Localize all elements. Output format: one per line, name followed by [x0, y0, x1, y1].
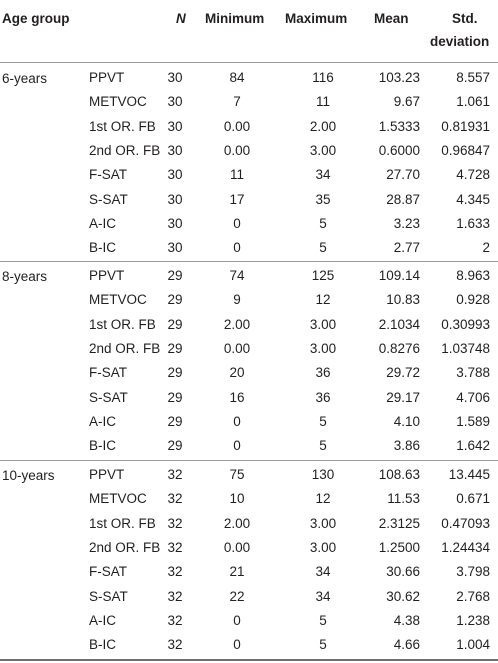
- sd-cell: 1.642: [456, 438, 490, 454]
- n-cell: 29: [167, 438, 183, 454]
- header-minimum: Minimum: [205, 11, 265, 26]
- sd-cell: 2: [482, 240, 490, 256]
- variable-cell: A-IC: [89, 215, 116, 231]
- minimum-cell: 0.00: [223, 142, 251, 158]
- variable-cell: 2nd OR. FB: [89, 340, 161, 356]
- maximum-cell: 5: [319, 637, 327, 653]
- n-cell: 30: [167, 142, 183, 158]
- maximum-cell: 5: [319, 612, 327, 628]
- sd-cell: 1.061: [456, 94, 490, 110]
- maximum-cell: 34: [315, 564, 331, 580]
- mean-cell: 3.86: [393, 438, 420, 454]
- mean-cell: 4.38: [393, 612, 420, 628]
- sd-cell: 4.728: [456, 167, 490, 183]
- mean-cell: 109.14: [378, 268, 420, 283]
- table-row: [0, 90, 498, 114]
- variable-cell: S-SAT: [89, 389, 128, 405]
- n-cell: 29: [167, 340, 183, 356]
- table-header: [0, 0, 498, 62]
- maximum-cell: 3.00: [309, 515, 337, 531]
- mean-cell: 0.8276: [378, 340, 420, 356]
- sd-cell: 1.589: [456, 413, 490, 429]
- minimum-cell: 0: [233, 438, 241, 454]
- n-cell: 32: [167, 491, 183, 507]
- minimum-cell: 0: [233, 413, 241, 429]
- n-cell: 30: [167, 70, 183, 85]
- minimum-cell: 75: [229, 467, 245, 482]
- age-group-label: 10-years: [2, 468, 55, 483]
- maximum-cell: 12: [315, 491, 331, 507]
- minimum-cell: 74: [229, 268, 245, 283]
- minimum-cell: 17: [229, 191, 245, 207]
- variable-cell: PPVT: [89, 70, 125, 85]
- mean-cell: 1.2500: [378, 539, 420, 555]
- sd-cell: 13.445: [448, 467, 490, 482]
- mean-cell: 11.53: [387, 491, 420, 507]
- table-row: [0, 236, 498, 260]
- table-row: [0, 410, 498, 434]
- minimum-cell: 0: [233, 637, 241, 653]
- mean-cell: 30.66: [386, 564, 420, 580]
- table-row: [0, 163, 498, 187]
- variable-cell: B-IC: [89, 637, 116, 653]
- n-cell: 32: [167, 564, 183, 580]
- variable-cell: METVOC: [89, 292, 147, 308]
- variable-cell: F-SAT: [89, 365, 127, 381]
- n-cell: 32: [167, 467, 183, 482]
- sd-cell: 2.768: [456, 588, 490, 604]
- n-cell: 32: [167, 588, 183, 604]
- variable-cell: 2nd OR. FB: [89, 142, 161, 158]
- sd-cell: 0.928: [456, 292, 490, 308]
- mean-cell: 4.10: [393, 413, 420, 429]
- n-cell: 30: [167, 191, 183, 207]
- variable-cell: PPVT: [89, 268, 125, 283]
- variable-cell: S-SAT: [89, 588, 128, 604]
- mean-cell: 4.66: [393, 637, 420, 653]
- mean-cell: 103.23: [378, 70, 420, 85]
- maximum-cell: 130: [311, 467, 335, 482]
- maximum-cell: 125: [311, 268, 335, 283]
- table-row: [0, 313, 498, 337]
- maximum-cell: 35: [315, 191, 331, 207]
- variable-cell: B-IC: [89, 438, 116, 454]
- header-sd-line2: deviation: [430, 34, 490, 49]
- sd-cell: 3.788: [456, 365, 490, 381]
- maximum-cell: 3.00: [309, 539, 337, 555]
- n-cell: 29: [167, 365, 183, 381]
- age-group-label: 8-years: [2, 269, 48, 284]
- sd-cell: 0.30993: [441, 316, 490, 332]
- n-cell: 29: [167, 316, 183, 332]
- sd-cell: 1.03748: [441, 340, 490, 356]
- n-cell: 30: [167, 94, 183, 110]
- table-bottom-rule: [0, 659, 498, 661]
- minimum-cell: 2.00: [223, 316, 251, 332]
- table-row: [0, 633, 498, 657]
- minimum-cell: 0: [233, 240, 241, 256]
- maximum-cell: 5: [319, 438, 327, 454]
- n-cell: 32: [167, 539, 183, 555]
- table-row: [0, 487, 498, 511]
- n-cell: 30: [167, 240, 183, 256]
- sd-cell: 4.345: [456, 191, 490, 207]
- minimum-cell: 20: [229, 365, 245, 381]
- minimum-cell: 21: [229, 564, 245, 580]
- variable-cell: METVOC: [89, 491, 147, 507]
- table-row: [0, 212, 498, 236]
- mean-cell: 0.6000: [378, 142, 420, 158]
- sd-cell: 3.798: [456, 564, 490, 580]
- header-sd-line1: Std.: [452, 11, 478, 26]
- variable-cell: F-SAT: [89, 167, 127, 183]
- table-row: [0, 264, 498, 288]
- minimum-cell: 11: [229, 167, 244, 183]
- sd-cell: 0.47093: [441, 515, 490, 531]
- n-cell: 29: [167, 389, 183, 405]
- header-age-group: Age group: [2, 11, 70, 26]
- age-group-label: 6-years: [2, 71, 48, 86]
- minimum-cell: 2.00: [223, 515, 251, 531]
- group-separator-rule: [0, 460, 498, 461]
- sd-cell: 8.557: [456, 70, 490, 85]
- variable-cell: 1st OR. FB: [89, 515, 156, 531]
- table-row: [0, 66, 498, 90]
- sd-cell: 0.96847: [441, 142, 490, 158]
- variable-cell: PPVT: [89, 467, 125, 482]
- sd-cell: 1.633: [456, 215, 490, 231]
- group-separator-rule: [0, 261, 498, 262]
- minimum-cell: 84: [229, 70, 245, 85]
- table-row: [0, 512, 498, 536]
- table-row: [0, 434, 498, 458]
- table-row: [0, 386, 498, 410]
- mean-cell: 2.3125: [378, 515, 420, 531]
- table-row: [0, 188, 498, 212]
- table-row: [0, 361, 498, 385]
- mean-cell: 108.63: [378, 467, 420, 482]
- variable-cell: 1st OR. FB: [89, 316, 156, 332]
- minimum-cell: 16: [229, 389, 245, 405]
- sd-cell: 0.81931: [441, 118, 490, 134]
- mean-cell: 29.72: [386, 365, 420, 381]
- variable-cell: B-IC: [89, 240, 116, 256]
- maximum-cell: 3.00: [309, 340, 337, 356]
- minimum-cell: 0: [233, 612, 241, 628]
- maximum-cell: 3.00: [309, 142, 337, 158]
- n-cell: 29: [167, 413, 183, 429]
- table-row: [0, 463, 498, 487]
- n-cell: 32: [167, 515, 183, 531]
- minimum-cell: 0.00: [223, 340, 251, 356]
- minimum-cell: 0: [233, 215, 241, 231]
- table-row: [0, 337, 498, 361]
- mean-cell: 2.1034: [378, 316, 420, 332]
- variable-cell: S-SAT: [89, 191, 128, 207]
- mean-cell: 3.23: [393, 215, 420, 231]
- mean-cell: 2.77: [393, 240, 420, 256]
- table-row: [0, 536, 498, 560]
- mean-cell: 27.70: [386, 167, 420, 183]
- n-cell: 29: [167, 292, 183, 308]
- table-row: [0, 139, 498, 163]
- mean-cell: 29.17: [386, 389, 420, 405]
- table-row: [0, 288, 498, 312]
- variable-cell: A-IC: [89, 612, 116, 628]
- maximum-cell: 5: [319, 240, 327, 256]
- variable-cell: A-IC: [89, 413, 116, 429]
- header-mean: Mean: [374, 11, 409, 26]
- mean-cell: 1.5333: [378, 118, 420, 134]
- sd-cell: 8.963: [456, 268, 490, 283]
- maximum-cell: 34: [315, 167, 331, 183]
- minimum-cell: 7: [233, 94, 241, 110]
- maximum-cell: 36: [315, 389, 331, 405]
- maximum-cell: 12: [315, 292, 331, 308]
- mean-cell: 10.83: [386, 292, 420, 308]
- maximum-cell: 5: [319, 215, 327, 231]
- maximum-cell: 36: [315, 365, 331, 381]
- minimum-cell: 10: [229, 491, 245, 507]
- header-rule: [0, 62, 498, 63]
- minimum-cell: 9: [233, 292, 241, 308]
- sd-cell: 0.671: [456, 491, 490, 507]
- mean-cell: 30.62: [386, 588, 420, 604]
- table-row: [0, 585, 498, 609]
- n-cell: 30: [167, 167, 183, 183]
- header-maximum: Maximum: [285, 11, 348, 26]
- table-row: [0, 609, 498, 633]
- n-cell: 29: [167, 268, 183, 283]
- table-row: [0, 560, 498, 584]
- n-cell: 30: [167, 215, 183, 231]
- n-cell: 30: [167, 118, 183, 134]
- maximum-cell: 11: [315, 94, 330, 110]
- maximum-cell: 2.00: [309, 118, 337, 134]
- maximum-cell: 5: [319, 413, 327, 429]
- variable-cell: F-SAT: [89, 564, 127, 580]
- variable-cell: METVOC: [89, 94, 147, 110]
- variable-cell: 2nd OR. FB: [89, 539, 161, 555]
- minimum-cell: 0.00: [223, 118, 251, 134]
- mean-cell: 9.67: [393, 94, 420, 110]
- n-cell: 32: [167, 612, 183, 628]
- sd-cell: 1.24434: [441, 539, 490, 555]
- sd-cell: 1.238: [456, 612, 490, 628]
- minimum-cell: 22: [229, 588, 245, 604]
- minimum-cell: 0.00: [223, 539, 251, 555]
- sd-cell: 4.706: [456, 389, 490, 405]
- variable-cell: 1st OR. FB: [89, 118, 156, 134]
- maximum-cell: 34: [315, 588, 331, 604]
- n-cell: 32: [167, 637, 183, 653]
- maximum-cell: 116: [312, 70, 334, 85]
- mean-cell: 28.87: [386, 191, 420, 207]
- table-row: [0, 115, 498, 139]
- sd-cell: 1.004: [456, 637, 490, 653]
- maximum-cell: 3.00: [309, 316, 337, 332]
- header-n: N: [176, 11, 186, 26]
